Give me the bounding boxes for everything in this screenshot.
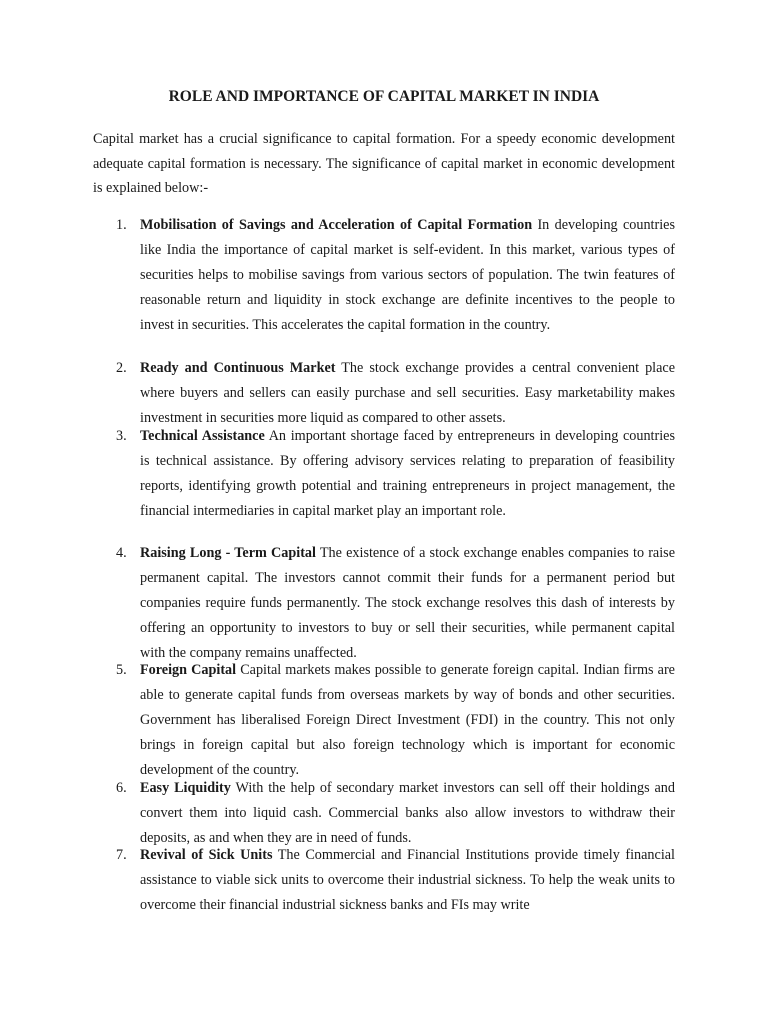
list-item-text: An important shortage faced by entrepreneurs in developing countries is technical assistance. By offering advisory services relating to preparation of feasibility reports, identifying growth potential and training entrepreneurs in project management, the financial intermediaries in capital market play an important role. [140, 428, 675, 519]
list-item-heading: Revival of Sick Units [140, 847, 273, 863]
list-item-text: Capital markets makes possible to generate foreign capital. Indian firms are able to generate capital funds from overseas markets by way of bonds and other securities. Government has liberalised Foreign Direct Investment (FDI) in the country. This not only brings in foreign capital but also foreign technology which is important for economic development of the country. [140, 662, 675, 778]
list-item-body [140, 213, 675, 338]
list-item-text: With the help of secondary market investors can sell off their holdings and convert them into liquid cash. Commercial banks also allow investors to withdraw their deposits, as and when they are in need of funds. [140, 780, 675, 846]
list-item-body [140, 776, 675, 851]
list-item-text: The existence of a stock exchange enables companies to raise permanent capital. The investors cannot commit their funds for a permanent period but companies require funds permanently. The stock exchange resolves this dash of interests by offering an opportunity to investors to buy or sell their securities, while permanent capital with the company remains unaffected. [140, 545, 675, 661]
list-item-heading: Technical Assistance [140, 428, 265, 444]
page-title: ROLE AND IMPORTANCE OF CAPITAL MARKET IN INDIA [168, 88, 600, 105]
list-item-body [140, 843, 675, 918]
list-item-number: 5. [116, 662, 127, 678]
list-item-text: In developing countries like India the importance of capital market is self-evident. In this market, various types of securities helps to mobilise savings from various sectors of population. The twin features of reasonable return and liquidity in stock exchange are definite incentives to the people to invest in securities. This accelerates the capital formation in the country. [140, 217, 675, 333]
list-item-number: 2. [116, 360, 127, 376]
list-item-text: The Commercial and Financial Institutions provide timely financial assistance to viable sick units to overcome their industrial sickness. To help the weak units to overcome their financial industrial sickness banks and FIs may write [140, 847, 675, 913]
list-item-heading: Mobilisation of Savings and Acceleration of Capital Formation [140, 217, 533, 233]
list-item-number: 7. [116, 847, 127, 863]
list-item-number: 1. [116, 217, 127, 233]
list-item-heading: Foreign Capital [140, 662, 237, 678]
list-item-heading: Ready and Continuous Market [140, 360, 336, 376]
list-item-number: 6. [116, 780, 127, 796]
list-item-body [140, 658, 675, 783]
list-item-body [140, 356, 675, 431]
list-item-number: 4. [116, 545, 127, 561]
list-item-heading: Raising Long - Term Capital [140, 545, 316, 561]
intro-paragraph: Capital market has a crucial significance to capital formation. For a speedy economic development adequate capital formation is necessary. The significance of capital market in economic development is explained below:- [93, 131, 675, 196]
list-item-number: 3. [116, 428, 127, 444]
list-item-heading: Easy Liquidity [140, 780, 231, 796]
list-item-text: The stock exchange provides a central convenient place where buyers and sellers can easily purchase and sell securities. Easy marketability makes investment in securities more liquid as compared to other assets. [140, 360, 675, 426]
list-item-body [140, 541, 675, 666]
list-item-body [140, 424, 675, 524]
